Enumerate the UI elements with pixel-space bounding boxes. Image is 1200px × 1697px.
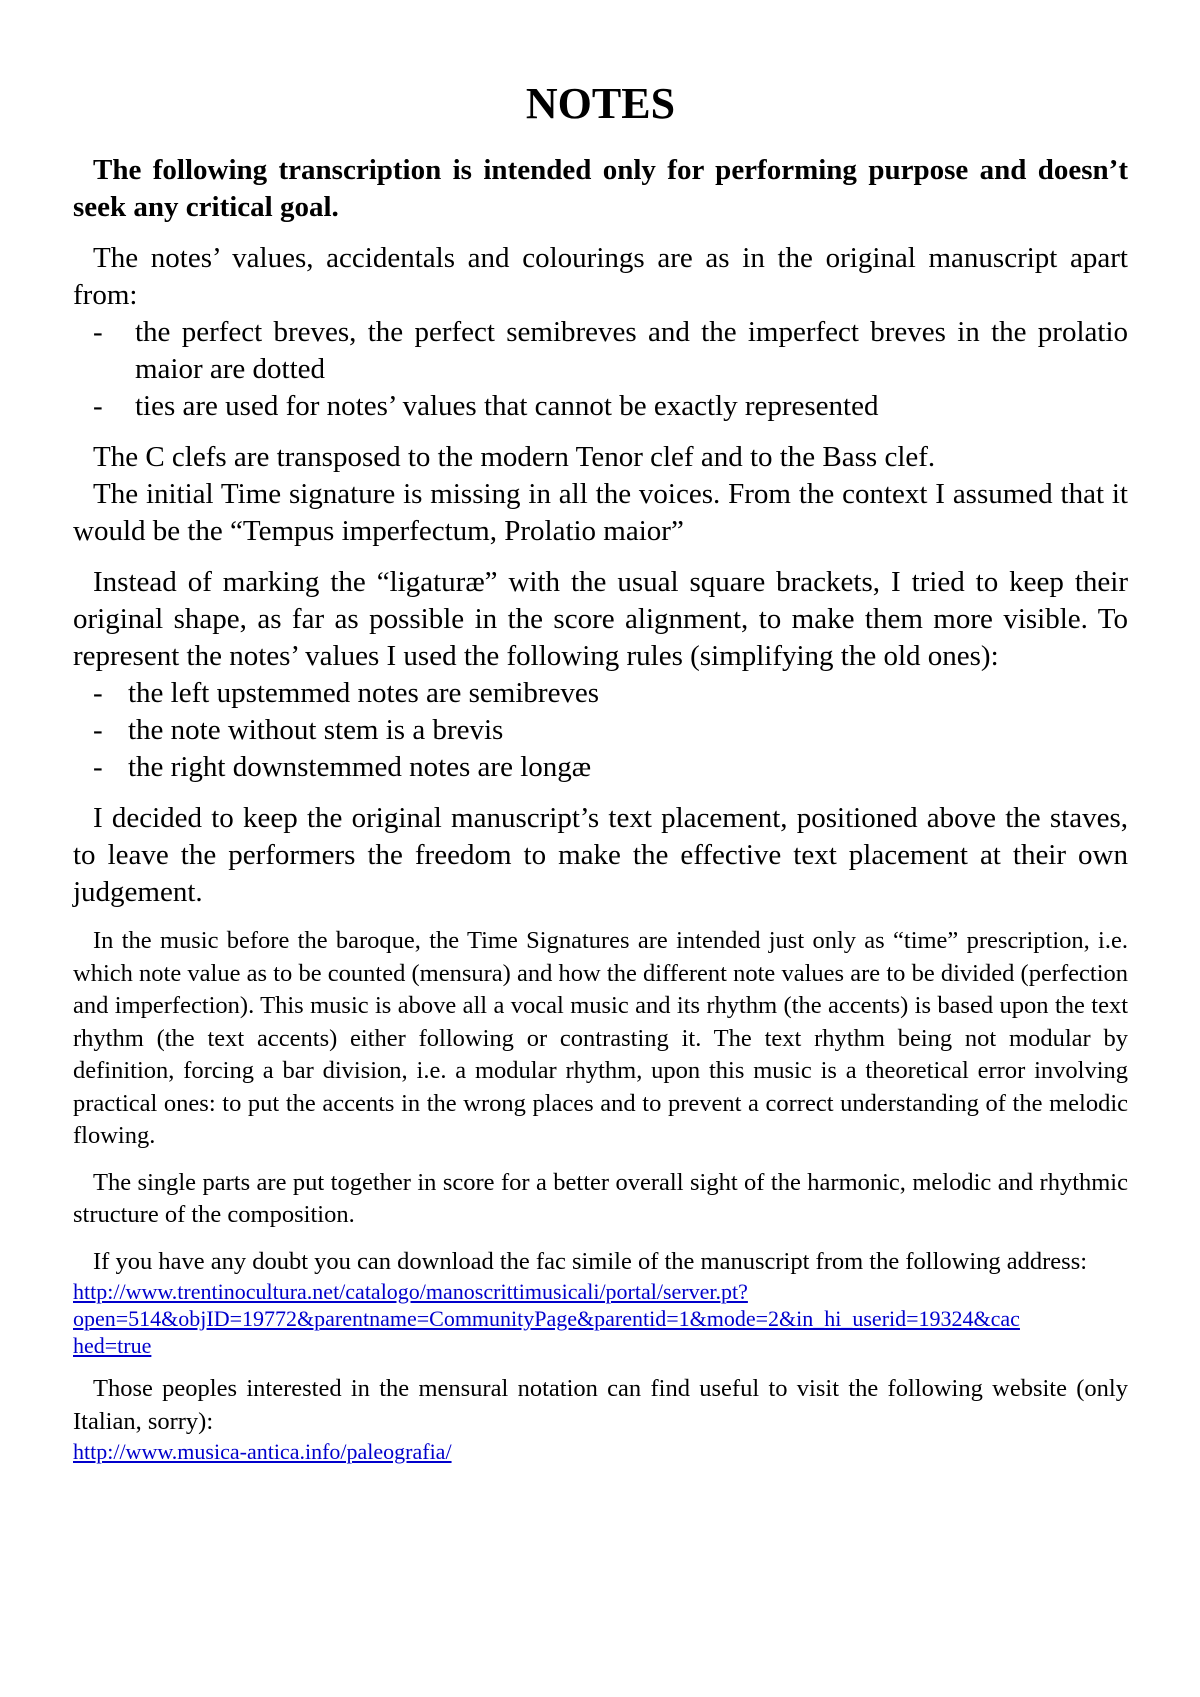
list-item (73, 712, 1128, 749)
paleografia-link-block (73, 1438, 1128, 1465)
dash-bullet: - (93, 316, 103, 348)
list-item-text: the note without stem is a brevis (128, 714, 504, 746)
intro-statement: The following transcription is intended only for performing purpose and doesn’t seek any critical goal. (73, 154, 1128, 223)
mensural-paragraph: Those peoples interested in the mensural notation can find useful to visit the following website (only Italian, sorry): (73, 1375, 1128, 1435)
page-title: NOTES (525, 79, 676, 128)
time-signature-paragraph: The initial Time signature is missing in all the voices. From the context I assumed that it would be the “Tempus imperfectum, Prolatio maior” (73, 478, 1128, 547)
notes-page (73, 78, 1128, 1465)
list-item-text: the right downstemmed notes are longæ (128, 751, 592, 783)
baroque-paragraph: In the music before the baroque, the Time Signatures are intended just only as “time” prescription, i.e. which note value as to be counted (mensura) and how the different note values are to be divided (perfection and imperfection). This music is above all a vocal music and its rhythm (the accents) is based upon the text rhythm (the text accents) either following or contrasting it. The text rhythm being not modular by definition, forcing a bar division, i.e. a modular rhythm, upon this music is a theoretical error involving practical ones: to put the accents in the wrong places and to prevent a correct understanding of the melodic flowing. (73, 927, 1128, 1149)
clefs-paragraph: The C clefs are transposed to the modern Tenor clef and to the Bass clef. (93, 441, 936, 473)
dash-bullet: - (93, 677, 103, 709)
manuscript-link-line[interactable]: hed=true (73, 1333, 152, 1358)
ligatures-paragraph: Instead of marking the “ligaturæ” with the usual square brackets, I tried to keep their original shape, as far as possible in the score alignment, to make them more visible. To represent the notes’ values I used the following rules (simplifying the old ones): (73, 566, 1128, 672)
rules-list (73, 675, 1128, 786)
manuscript-link-block (73, 1278, 1128, 1359)
dash-bullet: - (93, 714, 103, 746)
list-item (73, 388, 1128, 425)
dash-bullet: - (93, 751, 103, 783)
list-item (73, 314, 1128, 388)
list-item-text: ties are used for notes’ values that cannot be exactly represented (135, 390, 879, 422)
paleografia-link[interactable]: http://www.musica-antica.info/paleografia/ (73, 1439, 452, 1464)
values-paragraph: The notes’ values, accidentals and colourings are as in the original manuscript apart from: (73, 242, 1128, 311)
manuscript-link-line[interactable]: open=514&objID=19772&parentname=CommunityPage&parentid=1&mode=2&in_hi_userid=19324&cac (73, 1306, 1020, 1331)
manuscript-link-line[interactable]: http://www.trentinocultura.net/catalogo/manoscrittimusicali/portal/server.pt? (73, 1279, 748, 1304)
list-item (73, 675, 1128, 712)
list-item-text: the perfect breves, the perfect semibreves and the imperfect breves in the prolatio maior are dotted (135, 316, 1128, 385)
download-paragraph: If you have any doubt you can download the fac simile of the manuscript from the following address: (93, 1247, 1088, 1275)
list-item (73, 749, 1128, 786)
values-list (73, 314, 1128, 425)
text-placement-paragraph: I decided to keep the original manuscript’s text placement, positioned above the staves, to leave the performers the freedom to make the effective text placement at their own judgement. (73, 802, 1128, 908)
list-item-text: the left upstemmed notes are semibreves (128, 677, 600, 709)
dash-bullet: - (93, 390, 103, 422)
score-paragraph: The single parts are put together in score for a better overall sight of the harmonic, melodic and rhythmic structure of the composition. (73, 1168, 1128, 1228)
